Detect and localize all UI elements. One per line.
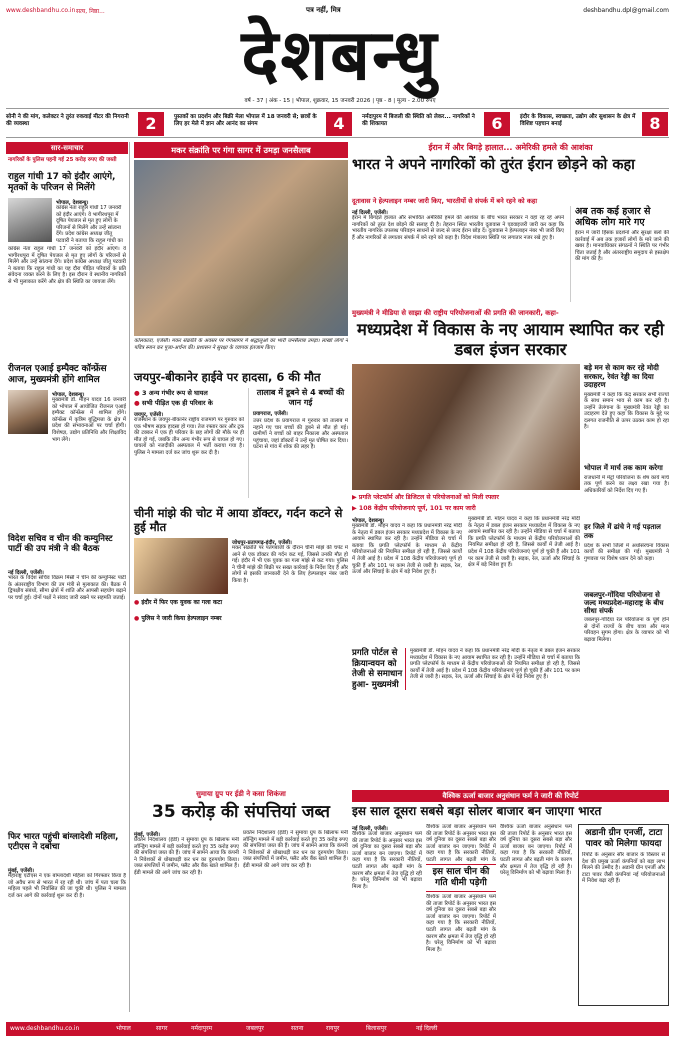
solar-side-body: रिपोर्ट के अनुसार सौर बाजार के विस्तार से देश की प्रमुख ऊर्जा कंपनियों को बड़ा लाभ मिलने की उम्मीद है। अडानी ग्रीन एनर्जी और टाटा पावर जैसी कंपनियां नई परियोजनाओं में निवेश बढ़ा रही हैं। xyxy=(582,852,665,885)
mp-body-text-2: मुख्यमंत्री डॉ. मोहन यादव ने कहा कि प्रधानमंत्री नरेंद्र मोदी के नेतृत्व में डबल इंजन सरकार मध्यप्रदेश में विकास के नए आयाम स्थापित कर रही है। उन्होंने मीडिया से चर्चा में बताया कि प्रगति प्लेटफॉर्म के माध्यम से केंद्रीय परियोजनाओं की नियमित समीक्षा हो रही है, जिससे कार्यों में तेजी आई है। प्रदेश में 108 केंद्रीय परियोजनाएं पूर्ण हो चुकी हैं और 101 पर काम तेजी से जारी है। सड़क, रेल, ऊर्जा और सिंचाई के क्षेत्र में बड़े निवेश हुए हैं। xyxy=(468,516,580,569)
solar-body-text-3: वैश्विक ऊर्जा बाजार अनुसंधान फर्म की ताजा रिपोर्ट के अनुसार भारत इस वर्ष दुनिया का दूसरा सबसे बड़ा सौर ऊर्जा बाजार बन जाएगा। रिपोर्ट में कहा गया है कि सरकारी नीतियों, घटती लागत और बढ़ती मांग के कारण सौर क्षमता में तेज वृद्धि हो रही है। घरेलू विनिर्माण को भी बढ़ावा मिला है। xyxy=(426,894,496,953)
gangasagar-photo xyxy=(134,160,348,336)
footer-city-3: नर्मदापुरम xyxy=(191,1025,213,1032)
manjha-photo xyxy=(134,538,228,594)
top-slogan: पत्र नहीं, मित्र xyxy=(306,6,341,14)
seizure-dateline: मुंबई, एजेंसी। xyxy=(134,832,160,838)
solar-side-title: अडानी ग्रीन एनर्जी, टाटा पावर को मिलेगा फायदा xyxy=(584,828,663,849)
iran-side-title: अब तक कई हजार से अधिक लोग मारे गए xyxy=(575,206,651,228)
footer-city-7: बिलासपुर xyxy=(366,1025,387,1032)
mp-bhopal-body: राजधानी में मेट्रो परियोजना के शेष कार्य मार्च तक पूर्ण करने का लक्ष्य रखा गया है। अधिकारियों को निर्देश दिए गए हैं। xyxy=(584,474,669,494)
teaser-1[interactable] xyxy=(6,112,166,136)
solar-body-col2 xyxy=(426,824,496,862)
accident-side-body: उत्तर प्रदेश के प्रयागराज में गुरुवार को तालाब में नहाने गए चार बच्चों की डूबने से मौत हो गई। ग्रामीणों ने बच्चों को बाहर निकाला और अस्पताल पहुंचाया, जहां डॉक्टरों ने उन्हें मृत घोषित कर दिया। घटना से गांव में शोक की लहर है। xyxy=(253,418,348,451)
iran-subhead: दूतावास ने हेल्पलाइन नम्बर जारी किए, भारतीयों से संपर्क में बने रहने को कहा xyxy=(352,197,538,205)
sidebar-story1-title: राहुल गांधी 17 को इंदौर आएंगे, मृतकों के परिजन से मिलेंगे xyxy=(8,172,116,193)
accident-body: राजस्थान के जयपुर-बीकानेर राष्ट्रीय राजमार्ग पर गुरुवार को एक भीषण सड़क हादसा हो गया। तेज रफ्तार कार और ट्रक की टक्कर में एक ही परिवार के छह लोगों की मौके पर ही मौत हो गई, जबकि तीन अन्य गंभीर रूप से घायल हो गए। घायलों को नजदीकी अस्पताल में भर्ती कराया गया है। पुलिस ने मामला दर्ज कर जांच शुरू कर दी है। xyxy=(134,417,244,456)
footer-city-1: भोपाल xyxy=(116,1025,131,1032)
edition-line: वर्ष - 37 | अंक - 15 | भोपाल, शुक्रवार, 15 जनवरी 2026 | पृष्ठ - 8 | मूल्य - 2.00 रुपए xyxy=(244,98,436,104)
manjha-bullet-2-text: पुलिस ने जारी किया हेल्पलाइन नम्बर xyxy=(141,615,222,622)
teaser-2-page: 4 xyxy=(326,112,352,136)
sidebar-story2-title: रीजनल एआई इम्पैक्ट कॉन्फ्रेंस आज, मुख्यमंत्री होंगे शामिल xyxy=(8,364,107,385)
footer-bar xyxy=(6,1022,669,1036)
solar-side-box xyxy=(578,824,669,1006)
sidebar-story3-dateline: नई दिल्ली, एजेंसी। xyxy=(8,570,44,576)
manjha-bullet-1-text: इंदौर में फिर एक युवक का गला कटा xyxy=(141,599,223,606)
mp-bullet-2 xyxy=(352,503,580,513)
accident-side xyxy=(248,388,348,498)
footer-city-2: सागर xyxy=(156,1025,168,1032)
sidebar-story2-body: मुख्यमंत्री डॉ. मोहन यादव 16 जनवरी को भोपाल में आयोजित रीजनल एआई इम्पैक्ट कॉन्फ्रेंस में शामिल होंगे। कॉन्फ्रेंस में कृत्रिम बुद्धिमत्ता के क्षेत्र में प्रदेश की संभावनाओं पर चर्चा होगी। विशेषज्ञ, उद्योग प्रतिनिधि और शिक्षाविद भाग लेंगे। xyxy=(52,397,126,443)
teaser-2-text: पुस्तकों का प्रदर्शन और बिक्री मेला भोपाल में 18 जनवरी से; छात्रों के लिए हर मेले में ज्ञान और आनंद का संगम xyxy=(174,114,317,127)
footer-city-4: जबलपुर xyxy=(246,1025,264,1032)
masthead-logo: देशबन्धु xyxy=(241,13,439,96)
teaser-3-page: 6 xyxy=(484,112,510,136)
solar-kicker: वैश्विक ऊर्जा बाजार अनुसंधान फर्म ने जारी की रिपोर्ट xyxy=(352,790,669,802)
teaser-4-page: 8 xyxy=(642,112,668,136)
mp-jabalpur-title: जबलपुर-गोंदिया परियोजना से जल्द मध्यप्रदेश-महाराष्ट्र के बीच सीधा संपर्क xyxy=(584,590,664,615)
top-website[interactable]: www.deshbandhu.co.in xyxy=(6,7,76,14)
bullet-dot-icon: ● xyxy=(134,389,142,397)
accident-bullet-2 xyxy=(134,398,244,407)
teaser-1-page: 2 xyxy=(138,112,164,136)
sidebar-story1-body-cont xyxy=(8,246,126,346)
mp-dateline: भोपाल, देशबन्धु। xyxy=(352,518,385,524)
mp-press-photo xyxy=(352,364,580,490)
mp-bullet-2-text: 108 केंद्रीय परियोजनाएं पूर्ण, 101 पर काम जारी xyxy=(358,505,476,512)
mp-highway-title: हर जिले में ढांचे ने गई पड़ताल तक xyxy=(584,522,661,540)
sidebar-story1-photo xyxy=(8,198,52,242)
teaser-2[interactable] xyxy=(174,112,354,136)
sidebar xyxy=(6,142,130,1012)
solar-body-text-2: वैश्विक ऊर्जा बाजार अनुसंधान फर्म की ताजा रिपोर्ट के अनुसार भारत इस वर्ष दुनिया का दूसरा सबसे बड़ा सौर ऊर्जा बाजार बन जाएगा। रिपोर्ट में कहा गया है कि सरकारी नीतियों, घटती लागत और बढ़ती मांग के xyxy=(426,824,496,862)
seizure-kicker: सुमाया ग्रुप पर ईडी ने कसा शिकंजा xyxy=(196,790,286,798)
mp-bullet-1 xyxy=(352,492,580,502)
teaser-1-text: सोनी ने की मांग, कलेक्टर ने तुरंत रुकवाई मीटर की निगरानी की व्यवस्था xyxy=(6,114,129,127)
mp-pull-quote: प्रगति पोर्टल से क्रियान्वयन को तेजी से समाधान हुआ- मुख्यमंत्री xyxy=(352,648,406,690)
sidebar-story3-body: भारत के विदेश सचिव विक्रम मिस्री ने चीन की कम्युनिस्ट पार्टी के अंतरराष्ट्रीय विभाग की उप मंत्री से मुलाकात की। बैठक में द्विपक्षीय संबंधों, सीमा क्षेत्रों में शांति और आपसी सहयोग बढ़ाने पर चर्चा हुई। दोनों पक्षों ने संवाद जारी रखने पर सहमति जताई। xyxy=(8,575,126,601)
iran-body: ईरान में बिगड़ते हालात और संभावित अमेरिकी हमले की आशंका के बीच भारत सरकार ने वहां रह रहे अपने नागरिकों को तुरंत देश छोड़ने की सलाह दी है। तेहरान स्थित भारतीय दूतावास ने एडवाइजरी जारी कर कहा कि भारतीय नागरिक उपलब्ध परिवहन साधनों से जल्द से जल्द ईरान छोड़ दें। दूतावास ने हेल्पलाइन नंबर भी जारी किए हैं और नागरिकों से लगातार संपर्क में बने रहने को कहा है। विदेश मंत्रालय स्थिति पर लगातार नजर रखे हुए है। xyxy=(352,215,564,241)
photo-story xyxy=(134,142,348,367)
teaser-4[interactable] xyxy=(520,112,669,136)
solar-body-text-4: वैश्विक ऊर्जा बाजार अनुसंधान फर्म की ताजा रिपोर्ट के अनुसार भारत इस वर्ष दुनिया का दूसरा सबसे बड़ा सौर ऊर्जा बाजार बन जाएगा। रिपोर्ट में कहा गया है कि सरकारी नीतियों, घटती लागत और बढ़ती मांग के कारण सौर क्षमता में तेज वृद्धि हो रही है। घरेलू विनिर्माण को भी बढ़ावा मिला है। xyxy=(500,824,572,877)
manjha-headline: चीनी मांझे की चोट में आया डॉक्टर, गर्दन कटने से हुई मौत xyxy=(134,506,343,534)
bullet-dot-icon: ● xyxy=(134,615,142,622)
photo-caption: कोलकाता, एजेंसी। मकर संक्रांति के अवसर पर गंगासागर में श्रद्धालुओं का भारी जनसैलाब उमड़ा। लाखों लोगों ने पवित्र स्नान कर पूजा-अर्चना की। प्रशासन ने सुरक्षा के व्यापक इंतजाम किए। xyxy=(134,338,348,351)
iran-side-body: ईरान में जारी हिंसक प्रदर्शनों और सुरक्षा बलों की कार्रवाई में अब तक हजारों लोगों के मारे जाने की खबर है। मानवाधिकार संगठनों ने स्थिति पर गंभीर चिंता जताई है और अंतरराष्ट्रीय समुदाय से हस्तक्षेप की मांग की है। xyxy=(575,230,669,263)
teaser-strip xyxy=(6,108,669,138)
solar-pull-quote: इस साल चीन की गति धीमी पड़ेगी xyxy=(426,864,496,892)
manjha-bullet-2 xyxy=(134,614,228,622)
mp-story xyxy=(352,308,669,778)
sidebar-story2-photo xyxy=(8,390,48,434)
sidebar-story4-body: महाराष्ट्र एटीएस ने एक बांग्लादेशी महिला को गिरफ्तार किया है जो अवैध रूप से भारत में रह रही थी। जांच में पता चला कि महिला पहले भी निर्वासित की जा चुकी थी। पुलिस ने मामला दर्ज कर आगे की कार्रवाई शुरू कर दी है। xyxy=(8,873,126,899)
solar-body-text-1: वैश्विक ऊर्जा बाजार अनुसंधान फर्म की ताजा रिपोर्ट के अनुसार भारत इस वर्ष दुनिया का दूसरा सबसे बड़ा सौर ऊर्जा बाजार बन जाएगा। रिपोर्ट में कहा गया है कि सरकारी नीतियों, घटती लागत और बढ़ती मांग के कारण सौर क्षमता में तेज वृद्धि हो रही है। घरेलू विनिर्माण को भी बढ़ावा मिला है। xyxy=(352,831,422,890)
sidebar-story1-body: कांग्रेस नेता राहुल गांधी 17 जनवरी को इंदौर आएंगे। वे भागीरथपुरा में दूषित पेयजल से मृत हुए लोगों के परिजनों से मिलेंगे और उन्हें सांत्वना देंगे। प्रदेश कांग्रेस अध्यक्ष जीतू पटवारी ने बताया कि राहुल गांधी का xyxy=(56,205,123,244)
sidebar-story2-dateline: भोपाल, देशबन्धु। xyxy=(52,392,85,398)
mp-bullet-1-text: प्रगति प्लेटफॉर्म और डिजिटल से परियोजनाओं को मिली रफ्तार xyxy=(358,494,499,501)
manjha-body: मकर संक्रांति पर पतंगबाजी के दौरान चीनी मांझे की चपेट में आने से एक डॉक्टर की गर्दन कट गई, जिससे उनकी मौत हो गई। इंदौर में भी एक युवक का गला मांझे से कट गया। पुलिस ने चीनी मांझे की बिक्री पर सख्त कार्रवाई के निर्देश दिए हैं और लोगों से इसकी जानकारी देने के लिए हेल्पलाइन नंबर जारी किया है। xyxy=(232,545,348,584)
seizure-body-text-1: प्रवर्तन निदेशालय (ईडी) ने सुमाया ग्रुप के खिलाफ मनी लॉन्ड्रिंग मामले में बड़ी कार्रवाई करते हुए 35 करोड़ रुपए की संपत्तियां जब्त की हैं। जांच में सामने आया कि कंपनी ने निवेशकों से धोखाधड़ी कर धन का दुरुपयोग किया। जब्त संपत्तियों में जमीन, फ्लैट और बैंक खाते शामिल हैं। ईडी मामले की आगे जांच कर रही है। xyxy=(134,837,239,876)
accident-side-title: तालाब में डूबने से 4 बच्चों की जान गई xyxy=(256,388,345,407)
seizure-body-col1 xyxy=(134,837,239,1007)
seizure-body-col2 xyxy=(243,830,348,1007)
footer-city-6: रायपुर xyxy=(326,1025,340,1032)
mp-body-col1 xyxy=(352,523,462,643)
top-tagline: सत्य, निष्ठा... xyxy=(76,8,105,15)
mp-body-text-3: मुख्यमंत्री डॉ. मोहन यादव ने कहा कि प्रधानमंत्री नरेंद्र मोदी के नेतृत्व में डबल इंजन सरकार मध्यप्रदेश में विकास के नए आयाम स्थापित कर रही है। उन्होंने मीडिया से चर्चा में बताया कि प्रगति प्लेटफॉर्म के माध्यम से केंद्रीय परियोजनाओं की नियमित समीक्षा हो रही है, जिससे कार्यों में तेजी आई है। प्रदेश में 108 केंद्रीय परियोजनाएं पूर्ण हो चुकी हैं और 101 पर काम तेजी से जारी है। सड़क, रेल, ऊर्जा और सिंचाई के क्षेत्र में बड़े निवेश हुए हैं। xyxy=(410,648,580,681)
bullet-dot-icon: ● xyxy=(134,599,142,606)
solar-headline: इस साल दूसरा सबसे बड़ा सोलर बाजार बन जाएगा भारत xyxy=(352,804,602,818)
photo-banner-title: मकर संक्रांति पर गंगा सागर में उमड़ा जनसैलाब xyxy=(134,142,348,158)
mp-body-col2 xyxy=(468,516,580,644)
solar-body-col2b xyxy=(426,894,496,1006)
sidebar-story1-dateline: भोपाल, देशबन्धु। xyxy=(56,200,89,206)
mp-right-col xyxy=(584,364,669,764)
iran-headline: भारत ने अपने नागरिकों को तुरंत ईरान छोड़ने को कहा xyxy=(352,157,635,173)
manjha-bullet-1 xyxy=(134,598,228,606)
seizure-headline: 35 करोड़ की संपत्तियां जब्त xyxy=(152,802,330,822)
mp-kicker: मुख्यमंत्री ने मीडिया से साझा की राष्ट्रीय परियोजनाओं की प्रगति की जानकारी, कहा- xyxy=(352,309,559,317)
accident-dateline: जयपुर, एजेंसी। xyxy=(134,412,164,418)
iran-side-box xyxy=(570,206,669,302)
mp-body-text-1: मुख्यमंत्री डॉ. मोहन यादव ने कहा कि प्रधानमंत्री नरेंद्र मोदी के नेतृत्व में डबल इंजन सरकार मध्यप्रदेश में विकास के नए आयाम स्थापित कर रही है। उन्होंने मीडिया से चर्चा में बताया कि प्रगति प्लेटफॉर्म के माध्यम से केंद्रीय परियोजनाओं की नियमित समीक्षा हो रही है, जिससे कार्यों में तेजी आई है। प्रदेश में 108 केंद्रीय परियोजनाएं पूर्ण हो चुकी हैं और 101 पर काम तेजी से जारी है। सड़क, रेल, ऊर्जा और सिंचाई के क्षेत्र में बड़े निवेश हुए हैं। xyxy=(352,523,462,576)
footer-city-8: नई दिल्ली xyxy=(416,1025,438,1032)
solar-body-col3 xyxy=(500,824,572,1006)
manjha-dateline: जोधपुर-प्रतापगढ़-इंदौर, एजेंसी। xyxy=(232,540,292,546)
bullet-triangle-icon: ▶ xyxy=(352,494,359,501)
teaser-4-text: इंदौर के विकास, स्वच्छता, उद्योग और सुशासन के क्षेत्र में विशिष्ट पहचान बनाई xyxy=(520,114,636,127)
accident-headline: जयपुर-बीकानेर हाईवे पर हादसा, 6 की मौत xyxy=(134,370,321,384)
iran-kicker: ईरान में और बिगड़े हालात... अमेरिकी हमले की आशंका xyxy=(428,143,593,152)
accident-story xyxy=(134,370,348,500)
sidebar-header: सार-समाचार xyxy=(6,142,128,154)
footer-city-5: सतना xyxy=(291,1025,304,1032)
mp-right-body: मुख्यमंत्री ने कहा कि केंद्र सरकार सभी राज्यों के साथ समान भाव से काम कर रही है। उन्होंने तेलंगाना के मुख्यमंत्री रेवंत रेड्डी का उदाहरण देते हुए कहा कि विकास के मुद्दे पर दलगत राजनीति से ऊपर उठकर काम हो रहा है। xyxy=(584,391,669,431)
sidebar-story4-dateline: मुंबई, एजेंसी। xyxy=(8,868,34,874)
bullet-triangle-icon: ▶ xyxy=(352,505,359,512)
iran-dateline: नई दिल्ली, एजेंसी। xyxy=(352,210,388,216)
sidebar-story1-body-repeat: कांग्रेस नेता राहुल गांधी 17 जनवरी को इंदौर आएंगे। वे भागीरथपुरा में दूषित पेयजल से मृत हुए लोगों के परिजनों से मिलेंगे और उन्हें सांत्वना देंगे। प्रदेश कांग्रेस अध्यक्ष जीतू पटवारी ने बताया कि राहुल गांधी का यह दौरा पीड़ित परिवारों के प्रति संवेदना व्यक्त करने के लिए है। इस दौरान वे स्थानीय नागरिकों से भी मुलाकात करेंगे और क्षेत्र की स्थिति का जायजा लेंगे। xyxy=(8,246,126,285)
accident-bullet-1-text: 3 अन्य गंभीर रूप से घायल xyxy=(141,389,208,397)
teaser-3[interactable] xyxy=(362,112,512,136)
accident-side-dateline: प्रयागराज, एजेंसी। xyxy=(253,411,288,417)
mp-bhopal-title: भोपाल में मार्च तक काम करेगा xyxy=(584,463,663,472)
bullet-dot-icon: ● xyxy=(134,399,142,407)
mp-body-col3 xyxy=(410,648,580,712)
accident-bullet-2-text: सभी पीड़ित एक ही परिवार के xyxy=(141,399,213,407)
accident-bullet-1 xyxy=(134,388,244,397)
mp-right-title: बड़े मन से काम कर रहे मोदी सरकार, रेवंत रेड्डी का दिया उदाहरण xyxy=(584,363,659,389)
solar-story xyxy=(352,790,669,1012)
sidebar-story4-title: फिर भारत पहुंची बांग्लादेशी महिला, एटीएस ने दबोचा xyxy=(8,832,119,852)
solar-body-col1 xyxy=(352,831,422,1007)
teaser-3-text: नर्मदापुरम में बिजली की स्थिति को लेकर... नागरिकों ने की शिकायत xyxy=(362,114,475,127)
mp-jabalpur-body: जबलपुर-गोंदिया रेल परियोजना के पूर्ण होने से दोनों राज्यों के बीच यात्रा और माल परिवहन सुगम होगा। क्षेत्र के व्यापार को भी बढ़ावा मिलेगा। xyxy=(584,617,669,643)
solar-dateline: नई दिल्ली, एजेंसी। xyxy=(352,826,388,832)
mp-headline: मध्यप्रदेश में विकास के नए आयाम स्थापित कर रही डबल इंजन सरकार xyxy=(356,320,665,359)
mp-highway-body: प्रदेश के सभी जिलों में अधोसंरचना विकास कार्यों की समीक्षा की गई। मुख्यमंत्री ने गुणवत्ता पर विशेष ध्यान देने को कहा। xyxy=(584,542,669,562)
seizure-body-text-2: प्रवर्तन निदेशालय (ईडी) ने सुमाया ग्रुप के खिलाफ मनी लॉन्ड्रिंग मामले में बड़ी कार्रवाई करते हुए 35 करोड़ रुपए की संपत्तियां जब्त की हैं। जांच में सामने आया कि कंपनी ने निवेशकों से धोखाधड़ी कर धन का दुरुपयोग किया। जब्त संपत्तियों में जमीन, फ्लैट और बैंक खाते शामिल हैं। ईडी मामले की आगे जांच कर रही है। xyxy=(243,830,348,869)
top-email[interactable]: deshbandhu.dpl@gmail.com xyxy=(583,7,669,14)
sidebar-story3-title: विदेश सचिव व चीन की कम्युनिस्ट पार्टी की उप मंत्री ने की बैठक xyxy=(8,534,113,554)
sidebar-intro: नागरिकों के पुलिस पहनी गई 25 करोड़ रुपए की जब्ती xyxy=(8,157,117,163)
manjha-story xyxy=(134,506,348,656)
footer-website[interactable]: www.deshbandhu.co.in xyxy=(10,1025,80,1032)
seizure-story xyxy=(134,790,348,1012)
